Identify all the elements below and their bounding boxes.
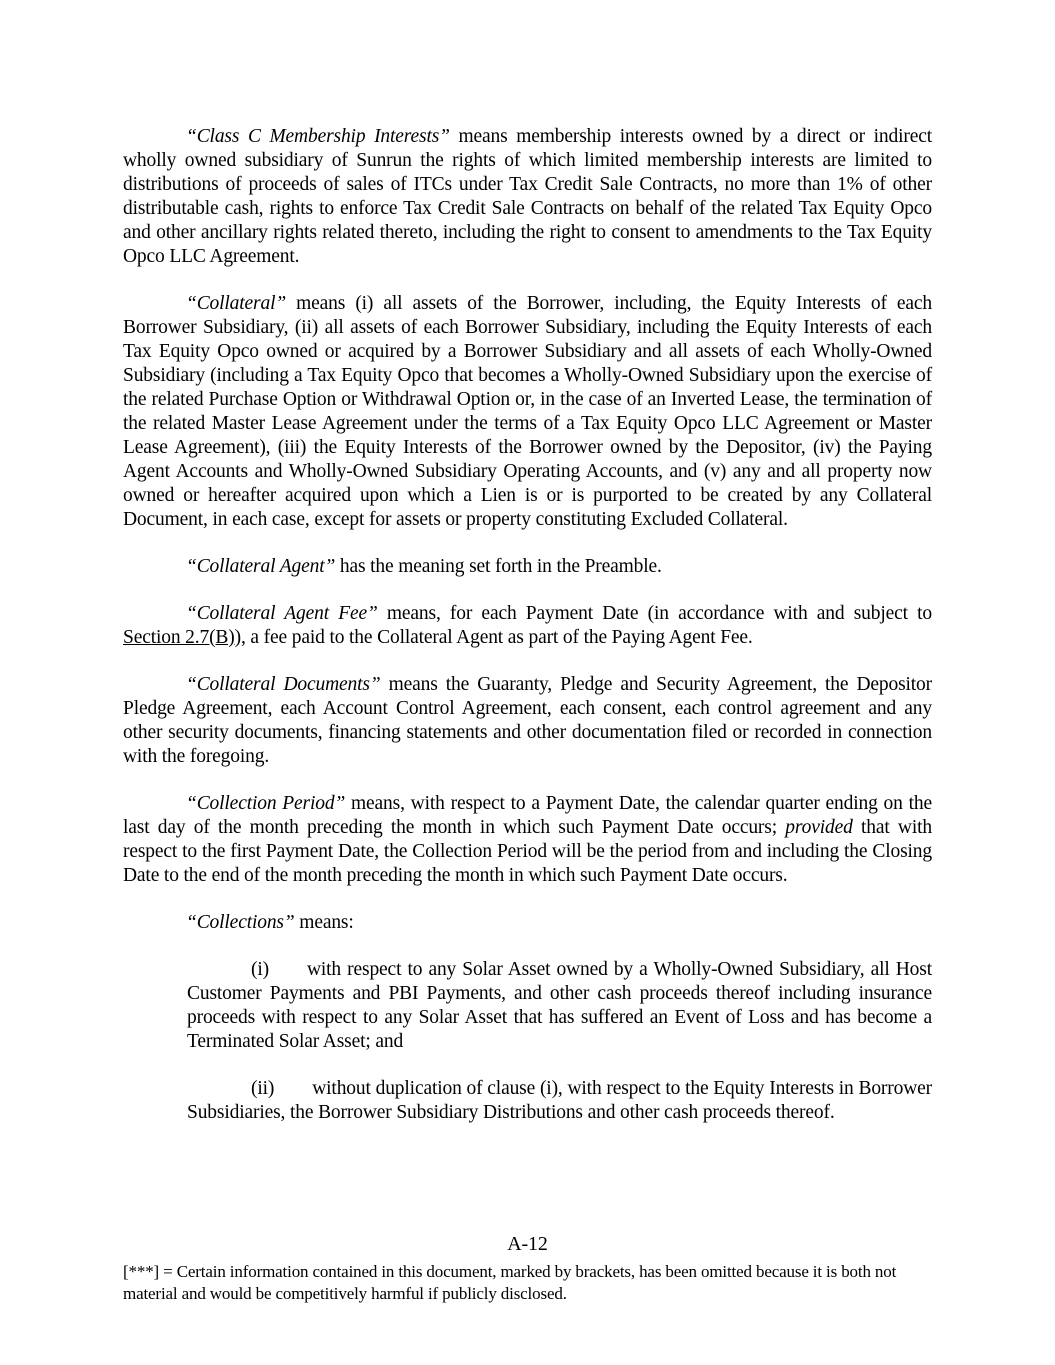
definition-body: means membership interests owned by a direct or indirect wholly owned subsidiary of Sunrun the rights of which limited membership interests are limited to distributions of proceeds of sales of ITCs under Tax Credit Sale Contracts, no more than 1% of other distributable cash, rights to enforce Tax Credit Sale Contracts on behalf of the related Tax Equity Opco and other ancillary rights related thereto, including the right to consent to amendments to the Tax Equity Opco LLC Agreement.	[123, 126, 932, 267]
definition-body: means, for each Payment Date (in accordance with and subject to	[377, 603, 932, 624]
definition-body: means the Guaranty, Pledge and Security Agreement, the Depositor Pledge Agreement, each Account Control Agreement, each consent, each control agreement and any other security documents, financing statements and other documentation filed or recorded in connection with the foregoing.	[123, 674, 933, 767]
definition-body: means:	[294, 912, 354, 933]
defined-term: “Class C Membership Interests”	[186, 126, 450, 147]
list-item-label: (i)	[251, 959, 269, 980]
page-number: A-12	[507, 1233, 548, 1255]
list-item-text: without duplication of clause (i), with respect to the Equity Interests in Borrower Subsidiaries, the Borrower Subsidiary Distributions and other cash proceeds thereof.	[187, 1078, 932, 1123]
definition-body: has the meaning set forth in the Preamble.	[335, 556, 662, 577]
list-item-text: with respect to any Solar Asset owned by a Wholly-Owned Subsidiary, all Host Customer Payments and PBI Payments, and other cash proceeds thereof including insurance proceeds with respect to any Solar Asset that has suffered an Event of Loss and has become a Terminated Solar Asset; and	[187, 959, 932, 1052]
paragraph-collateral-agent-fee	[123, 602, 932, 650]
paragraph-collateral	[123, 292, 932, 532]
proviso-term: provided	[785, 817, 853, 838]
paragraph-class-c-membership-interests	[123, 125, 932, 269]
defined-term: “Collateral Agent Fee”	[186, 603, 378, 624]
collections-list-item-i	[187, 958, 932, 1054]
paragraph-collateral-documents	[123, 673, 932, 769]
paragraph-collections	[123, 911, 932, 935]
page-footer	[123, 1232, 932, 1305]
definition-body: means, with respect to a Payment Date, the calendar quarter ending on the last day of the month preceding the month in which such Payment Date occurs;	[123, 793, 932, 838]
section-reference: Section 2.7(B)	[123, 627, 235, 648]
defined-term: “Collection Period”	[186, 793, 346, 814]
defined-term: “Collateral Documents”	[186, 674, 381, 695]
definition-body: ), a fee paid to the Collateral Agent as part of the Paying Agent Fee.	[234, 627, 753, 648]
definition-body: that with respect to the first Payment Date, the Collection Period will be the period from and including the Closing Date to the end of the month preceding the month in which such Payment Date occurs.	[123, 817, 932, 886]
defined-term: “Collateral”	[186, 293, 287, 314]
paragraph-collateral-agent	[123, 555, 932, 579]
confidentiality-footnote: [***] = Certain information contained in this document, marked by brackets, has been omitted because it is both not material and would be competitively harmful if publicly disclosed.	[123, 1262, 897, 1303]
defined-term: “Collateral Agent”	[186, 556, 336, 577]
list-item-label: (ii)	[251, 1078, 275, 1099]
definition-body: means (i) all assets of the Borrower, including, the Equity Interests of each Borrower Subsidiary, (ii) all assets of each Borrower Subsidiary, including the Equity Interests of each Tax Equity Opco owned or acquired by a Borrower Subsidiary and all assets of each Wholly-Owned Subsidiary (including a Tax Equity Opco that becomes a Wholly-Owned Subsidiary upon the exercise of the related Purchase Option or Withdrawal Option or, in the case of an Inverted Lease, the termination of the related Master Lease Agreement under the terms of a Tax Equity Opco LLC Agreement or Master Lease Agreement), (iii) the Equity Interests of the Borrower owned by the Depositor, (iv) the Paying Agent Accounts and Wholly-Owned Subsidiary Operating Accounts, and (v) any and all property now owned or hereafter acquired upon which a Lien is or is purported to be created by any Collateral Document, in each case, except for assets or property constituting Excluded Collateral.	[123, 293, 932, 530]
definitions-text-block	[123, 125, 932, 1148]
defined-term: “Collections”	[186, 912, 295, 933]
collections-list-item-ii	[187, 1077, 932, 1125]
paragraph-collection-period	[123, 792, 932, 888]
